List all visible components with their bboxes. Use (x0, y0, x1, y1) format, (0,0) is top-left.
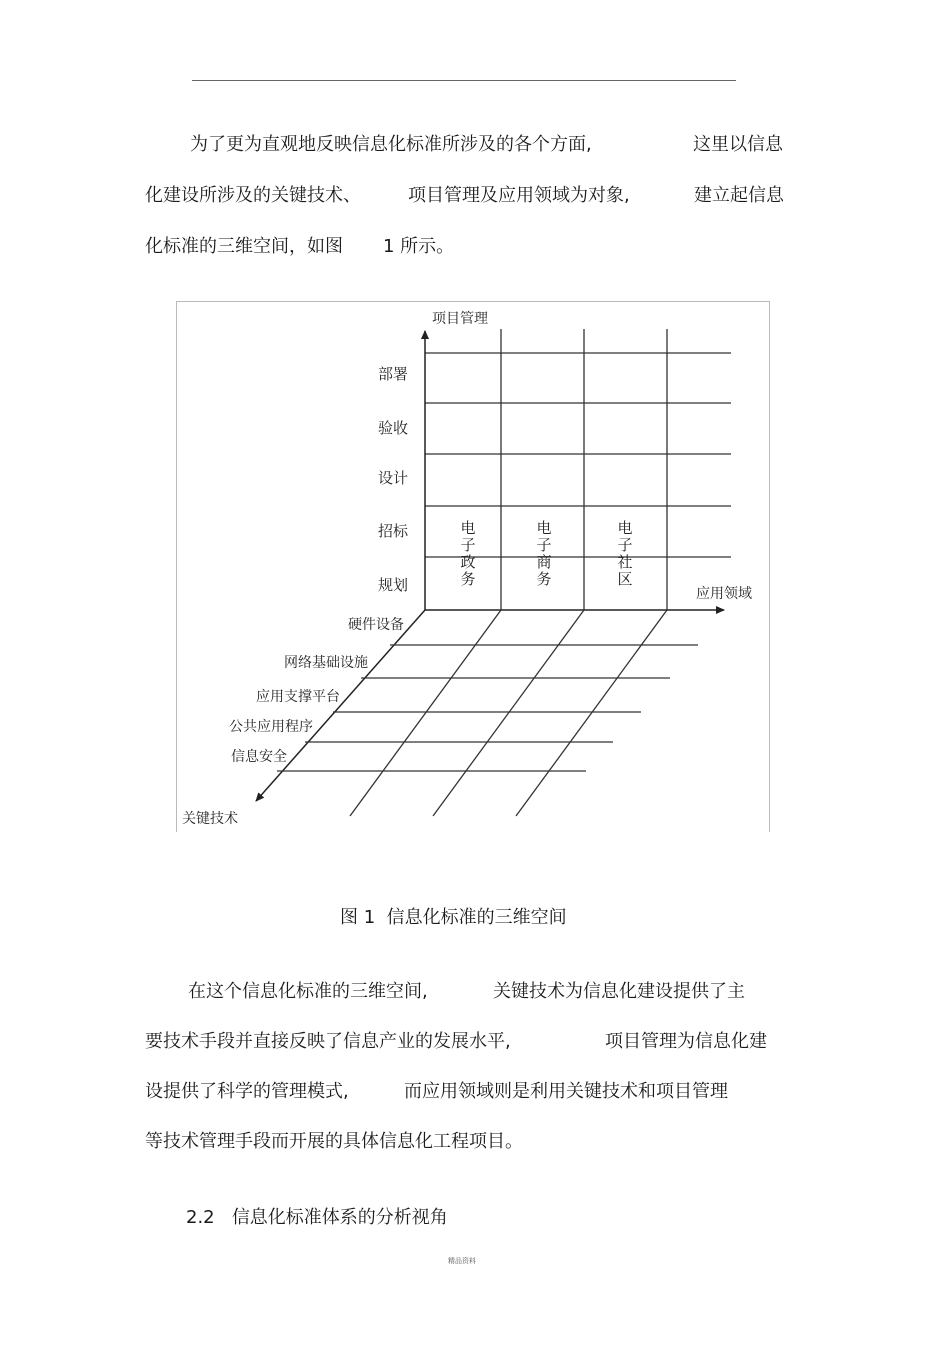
column-label-3: 电子社区 (617, 519, 633, 588)
paragraph2-line3a: 设提供了科学的管理模式, (145, 1081, 349, 1102)
paragraph2-line4: 等技术管理手段而开展的具体信息化工程项目。 (145, 1131, 523, 1152)
figure-3d-space (176, 301, 770, 832)
depth-label-1: 硬件设备 (348, 617, 404, 633)
axis-vertical-label: 项目管理 (432, 311, 488, 327)
axis-depth-line (256, 610, 425, 801)
depth-label-3: 应用支撑平台 (256, 689, 340, 705)
paragraph1-line2c: 建立起信息 (694, 185, 784, 206)
paragraph2-line2b: 项目管理为信息化建 (605, 1031, 767, 1052)
vertical-label-3: 设计 (378, 469, 409, 487)
column-label-1: 电子政务 (460, 519, 476, 588)
paragraph2-line1b: 关键技术为信息化建设提供了主 (493, 981, 745, 1002)
paragraph2-line2a: 要技术手段并直接反映了信息产业的发展水平, (145, 1031, 511, 1052)
paragraph1-line3a: 化标准的三维空间，如图 (145, 236, 343, 257)
vertical-label-5: 规划 (378, 576, 409, 594)
column-labels (460, 519, 632, 588)
depth-label-4: 公共应用程序 (229, 719, 313, 735)
paragraph2-line1a: 在这个信息化标准的三维空间, (188, 981, 428, 1002)
vertical-label-2: 验收 (378, 419, 409, 437)
header-rule (192, 80, 736, 81)
vertical-label-1: 部署 (378, 365, 409, 383)
page-footer: 精品资料 (448, 1257, 476, 1265)
axis-depth-label: 关键技术 (182, 811, 238, 827)
caption-number: 图 1 (340, 907, 376, 928)
depth-label-2: 网络基础设施 (284, 655, 368, 671)
vertical-label-4: 招标 (378, 522, 409, 540)
paragraph1-line3b: 1 所示。 (383, 236, 455, 257)
paragraph1-line2b: 项目管理及应用领域为对象, (408, 185, 630, 206)
figure-svg (176, 301, 770, 832)
vertical-labels (378, 365, 409, 594)
paragraph1-line1a: 为了更为直观地反映信息化标准所涉及的各个方面, (190, 134, 592, 155)
depth-labels (229, 617, 404, 765)
paragraph1-line1b: 这里以信息 (693, 134, 783, 155)
column-label-2: 电子商务 (536, 519, 552, 588)
section-heading (186, 1206, 448, 1230)
paragraph1-line2a: 化建设所涉及的关键技术、 (145, 185, 361, 206)
caption-text: 信息化标准的三维空间 (386, 907, 567, 928)
figure-caption (340, 906, 567, 930)
section-number: 2.2 (186, 1207, 215, 1228)
axis-horizontal-label: 应用领域 (696, 586, 752, 602)
back-plane-columns (501, 329, 667, 610)
depth-label-5: 信息安全 (231, 749, 287, 765)
section-title: 信息化标准体系的分析视角 (231, 1207, 448, 1228)
paragraph2-line3b: 而应用领域则是利用关键技术和项目管理 (404, 1081, 728, 1102)
